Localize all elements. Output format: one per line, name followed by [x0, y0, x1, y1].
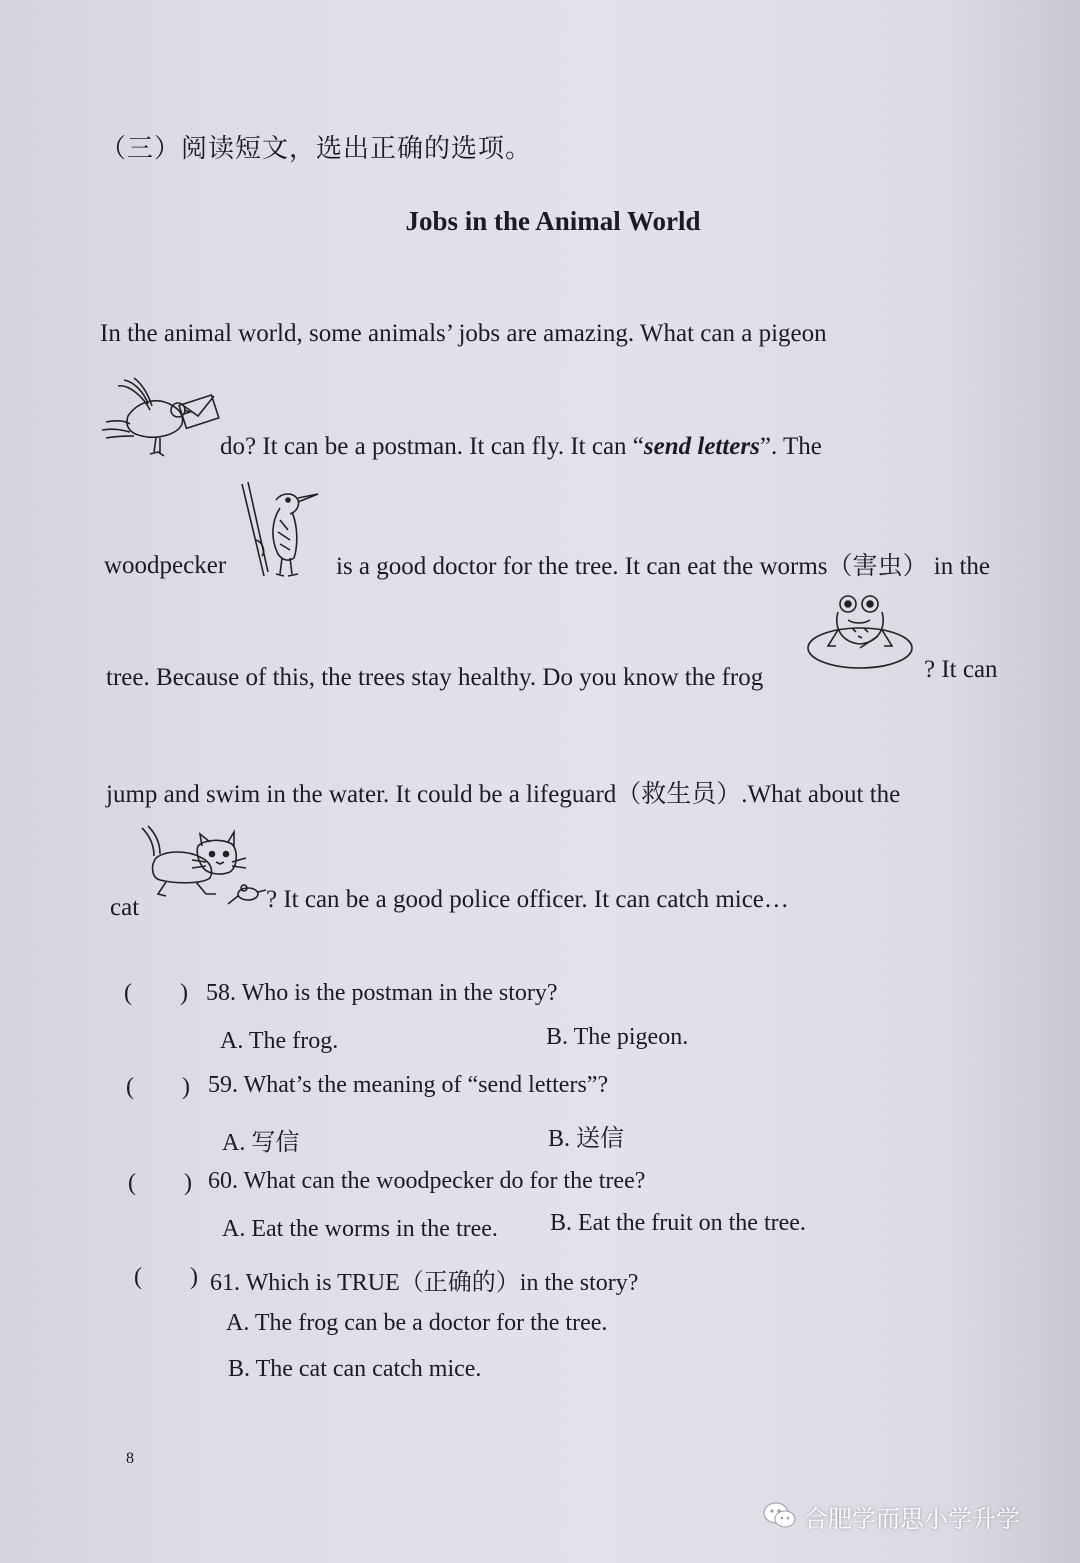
- passage-line-4: tree. Because of this, the trees stay healthy. Do you know the frog: [106, 664, 764, 691]
- passage-line-4-end: ? It can: [924, 656, 998, 683]
- woodpecker-word: woodpecker: [104, 552, 227, 579]
- watermark-text: 合肥学而思小学升学: [804, 1504, 1020, 1533]
- question-59: 59. What’s the meaning of “send letters”?: [208, 1072, 609, 1098]
- passage-line-2: [220, 433, 822, 461]
- q60-option-a[interactable]: A. Eat the worms in the tree.: [222, 1216, 498, 1242]
- cat-word: cat: [110, 894, 140, 921]
- q61-option-b[interactable]: B. The cat can catch mice.: [228, 1356, 482, 1382]
- cat-picture: [136, 822, 272, 912]
- line-2-end: ”. The: [759, 433, 822, 460]
- wechat-icon: [762, 1498, 798, 1534]
- answer-blank-60[interactable]: ( ): [128, 1170, 192, 1196]
- pigeon-picture: [98, 376, 222, 464]
- q60-option-b[interactable]: B. Eat the fruit on the tree.: [550, 1210, 806, 1236]
- q59-option-b[interactable]: B. 送信: [548, 1126, 625, 1152]
- answer-blank-61[interactable]: ( ): [134, 1264, 198, 1290]
- send-letters-emphasis: send letters: [643, 433, 760, 460]
- watermark: [762, 1498, 1020, 1534]
- q59-option-a[interactable]: A. 写信: [222, 1130, 300, 1156]
- passage-line-6: ? It can be a good police officer. It can catch mice…: [266, 886, 789, 913]
- q61-option-a[interactable]: A. The frog can be a doctor for the tree.: [226, 1310, 608, 1336]
- woodpecker-picture: [236, 480, 322, 580]
- answer-blank-58[interactable]: ( ): [124, 980, 188, 1006]
- page-number: 8: [126, 1450, 134, 1467]
- section-heading: （三）阅读短文，选出正确的选项。: [100, 134, 533, 164]
- passage-line-5: jump and swim in the water. It could be a lifeguard（救生员）.What about the: [106, 781, 901, 808]
- line-2-start: do? It can be a postman. It can fly. It can “: [220, 433, 644, 460]
- question-61: 61. Which is TRUE（正确的）in the story?: [210, 1270, 639, 1296]
- passage-line-3: is a good doctor for the tree. It can eat the worms（害虫） in the: [336, 553, 990, 580]
- passage-line-1: In the animal world, some animals’ jobs are amazing. What can a pigeon: [100, 320, 827, 347]
- q58-option-a[interactable]: A. The frog.: [220, 1028, 339, 1054]
- answer-blank-59[interactable]: ( ): [126, 1074, 190, 1100]
- question-58: 58. Who is the postman in the story?: [206, 980, 558, 1006]
- question-60: 60. What can the woodpecker do for the tree?: [208, 1168, 646, 1194]
- q58-option-b[interactable]: B. The pigeon.: [546, 1024, 689, 1050]
- passage-title: Jobs in the Animal World: [405, 206, 701, 236]
- frog-picture: [804, 590, 916, 674]
